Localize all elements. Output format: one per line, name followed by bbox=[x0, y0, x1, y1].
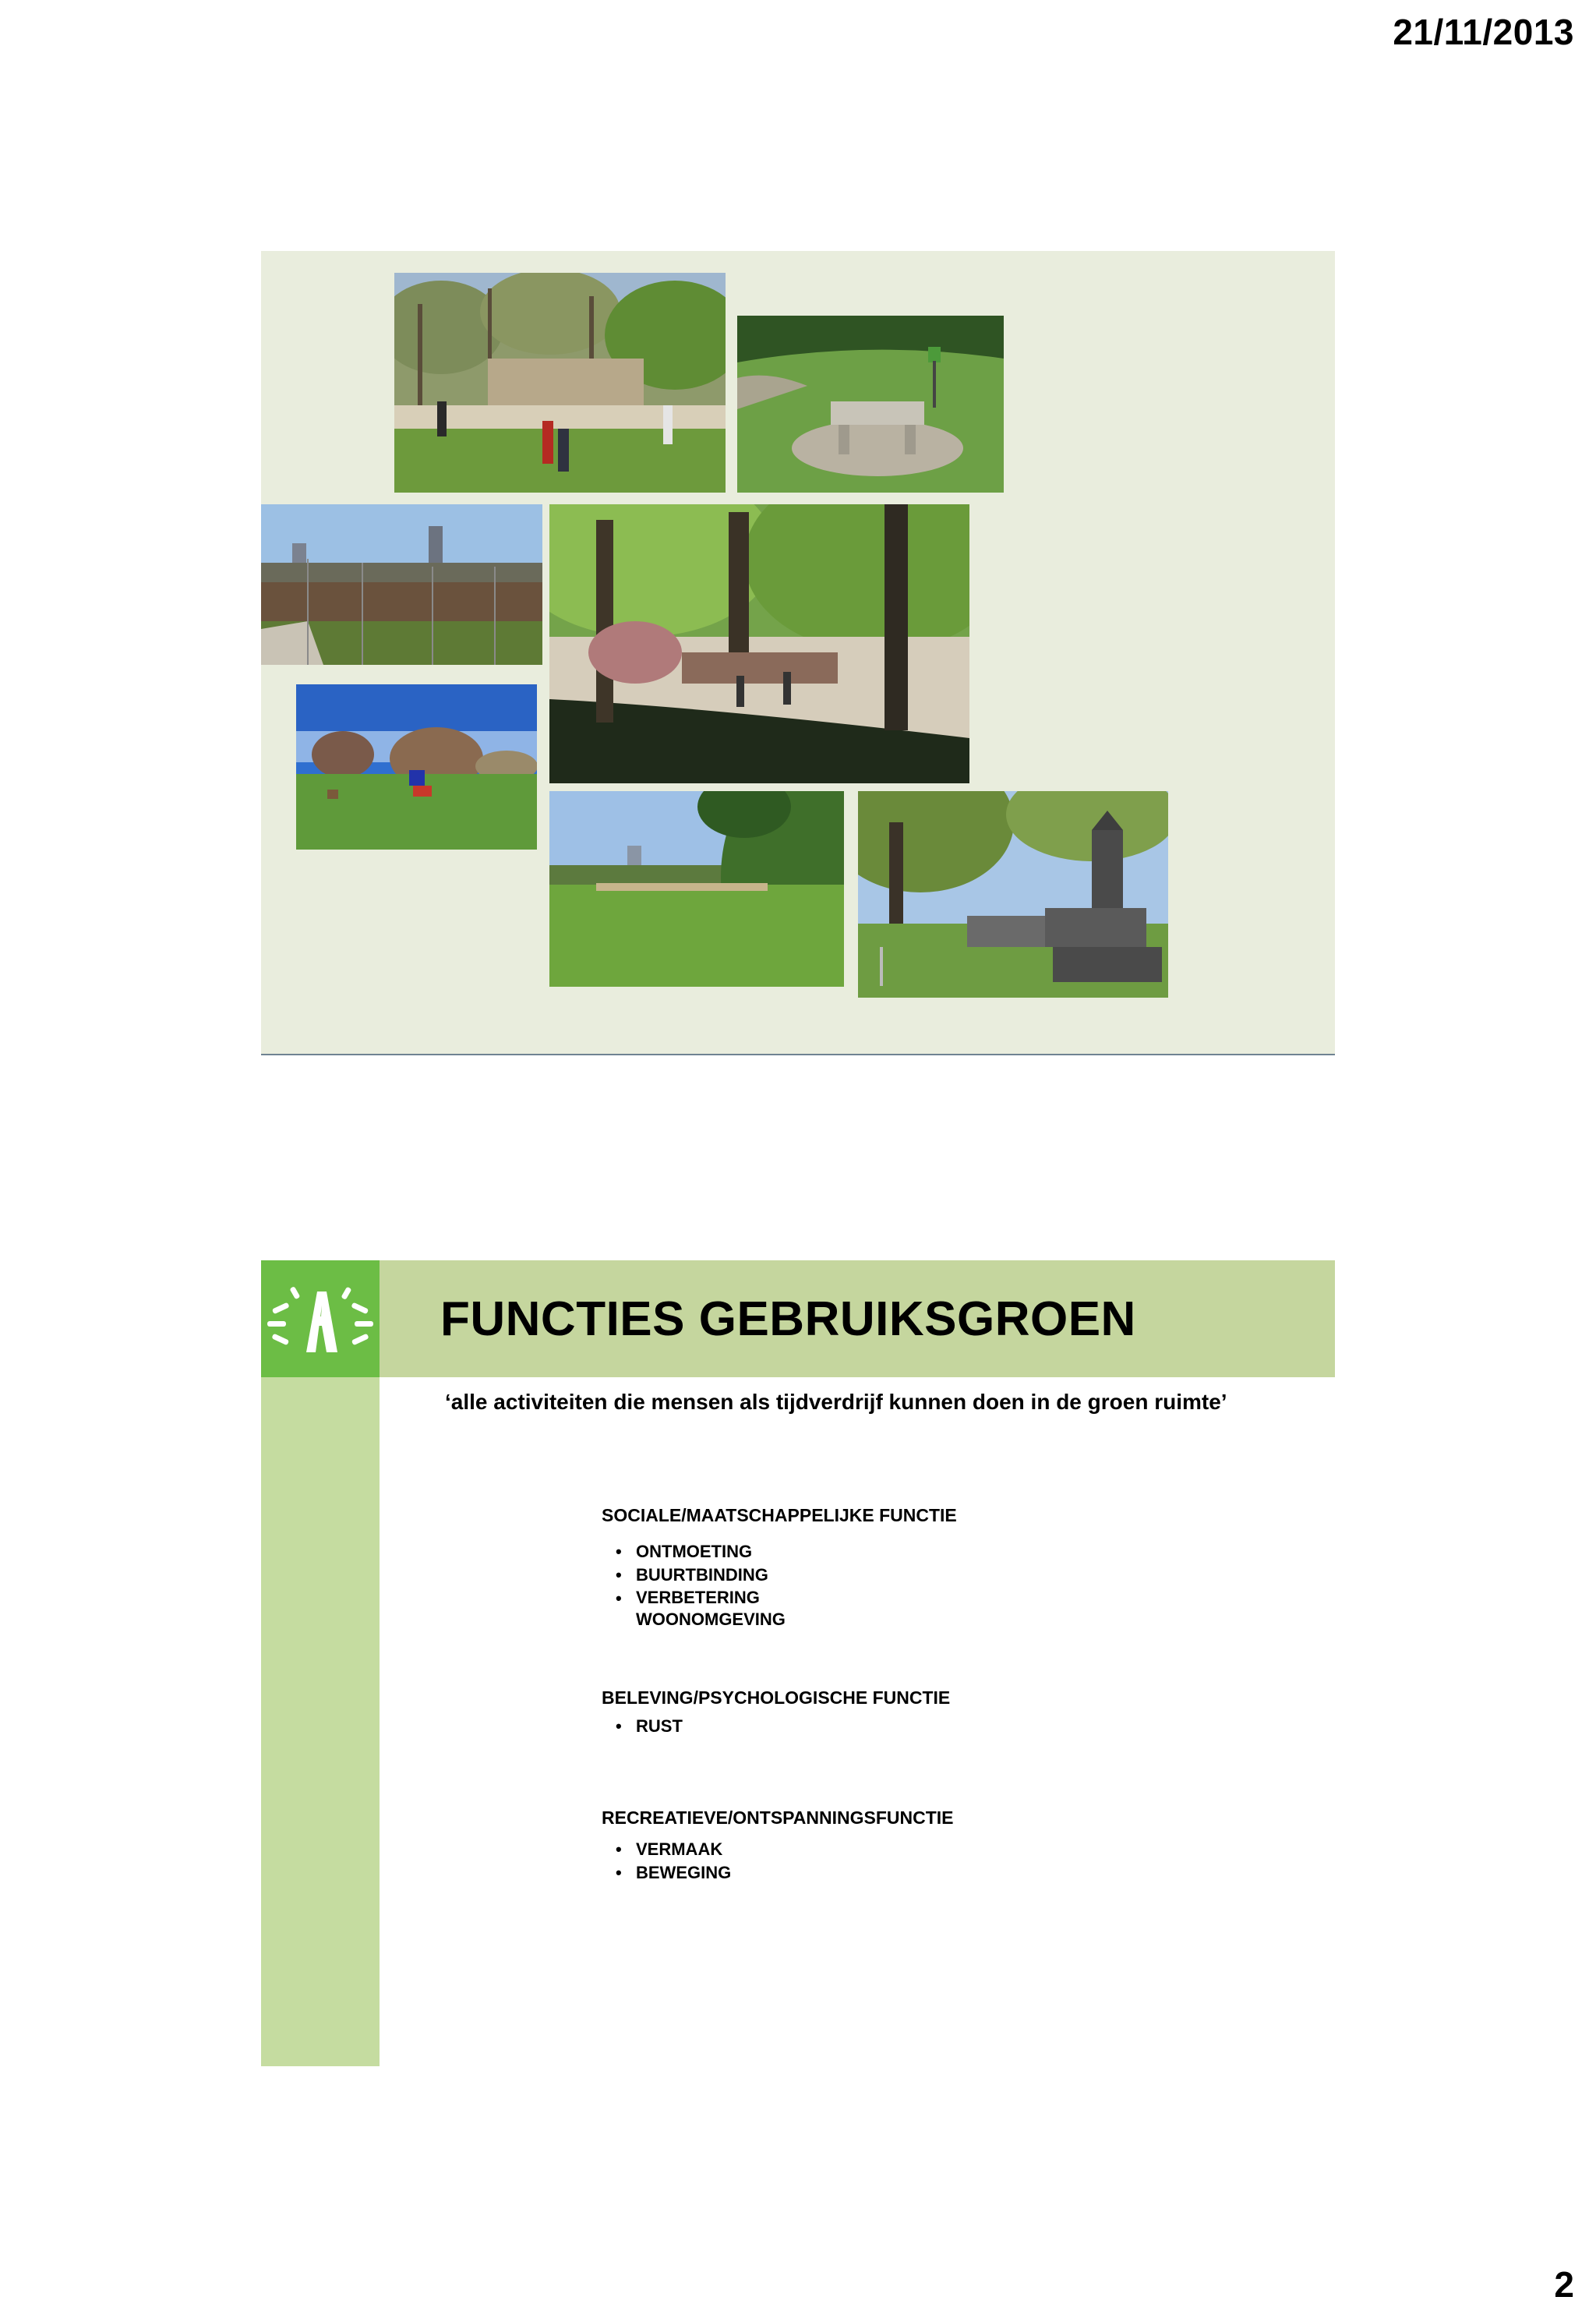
functies-slide bbox=[261, 1260, 1335, 2066]
section-sociale-functie bbox=[602, 1505, 957, 1631]
section-title: RECREATIEVE/ONTSPANNINGSFUNCTIE bbox=[602, 1807, 954, 1828]
bullet-list bbox=[602, 1838, 954, 1885]
section-title: BELEVING/PSYCHOLOGISCHE FUNCTIE bbox=[602, 1687, 951, 1708]
bullet-list bbox=[602, 1540, 957, 1631]
section-beleving-functie bbox=[602, 1687, 950, 1738]
photo-playground bbox=[394, 273, 726, 493]
slide-sidebar bbox=[261, 1260, 380, 2066]
slide-title: FUNCTIES GEBRUIKSGROEN bbox=[440, 1292, 1136, 1346]
photo-allotments bbox=[261, 504, 542, 665]
section-title: SOCIALE/MAATSCHAPPELIJKE FUNCTIE bbox=[602, 1505, 957, 1525]
list-item: • ONTMOETING bbox=[616, 1542, 753, 1561]
page-date: 21/11/2013 bbox=[1393, 12, 1574, 52]
list-item: • BUURTBINDING bbox=[616, 1565, 768, 1585]
bullet-list bbox=[602, 1715, 950, 1738]
antwerp-a-logo-icon bbox=[261, 1260, 380, 1377]
photo-shaded-playground bbox=[549, 504, 969, 783]
slide-header bbox=[380, 1260, 1335, 1377]
list-item: • RUST bbox=[616, 1716, 683, 1736]
photo-cemetery bbox=[858, 791, 1168, 998]
list-item: • BEWEGING bbox=[616, 1863, 732, 1882]
slide-subtitle: ‘alle activiteiten die mensen als tijdverdrijf kunnen doen in de groen ruimte’ bbox=[445, 1390, 1227, 1414]
section-recreatieve-functie bbox=[602, 1807, 954, 1885]
page-number: 2 bbox=[1554, 2264, 1574, 2305]
list-item: • VERBETERING WOONOMGEVING bbox=[616, 1588, 786, 1629]
photo-picnic-table bbox=[737, 316, 1004, 493]
list-item: • VERMAAK bbox=[616, 1839, 723, 1859]
photo-collage-slide bbox=[261, 251, 1335, 1055]
photo-meadow bbox=[296, 684, 537, 850]
photo-sports-field bbox=[549, 791, 844, 987]
